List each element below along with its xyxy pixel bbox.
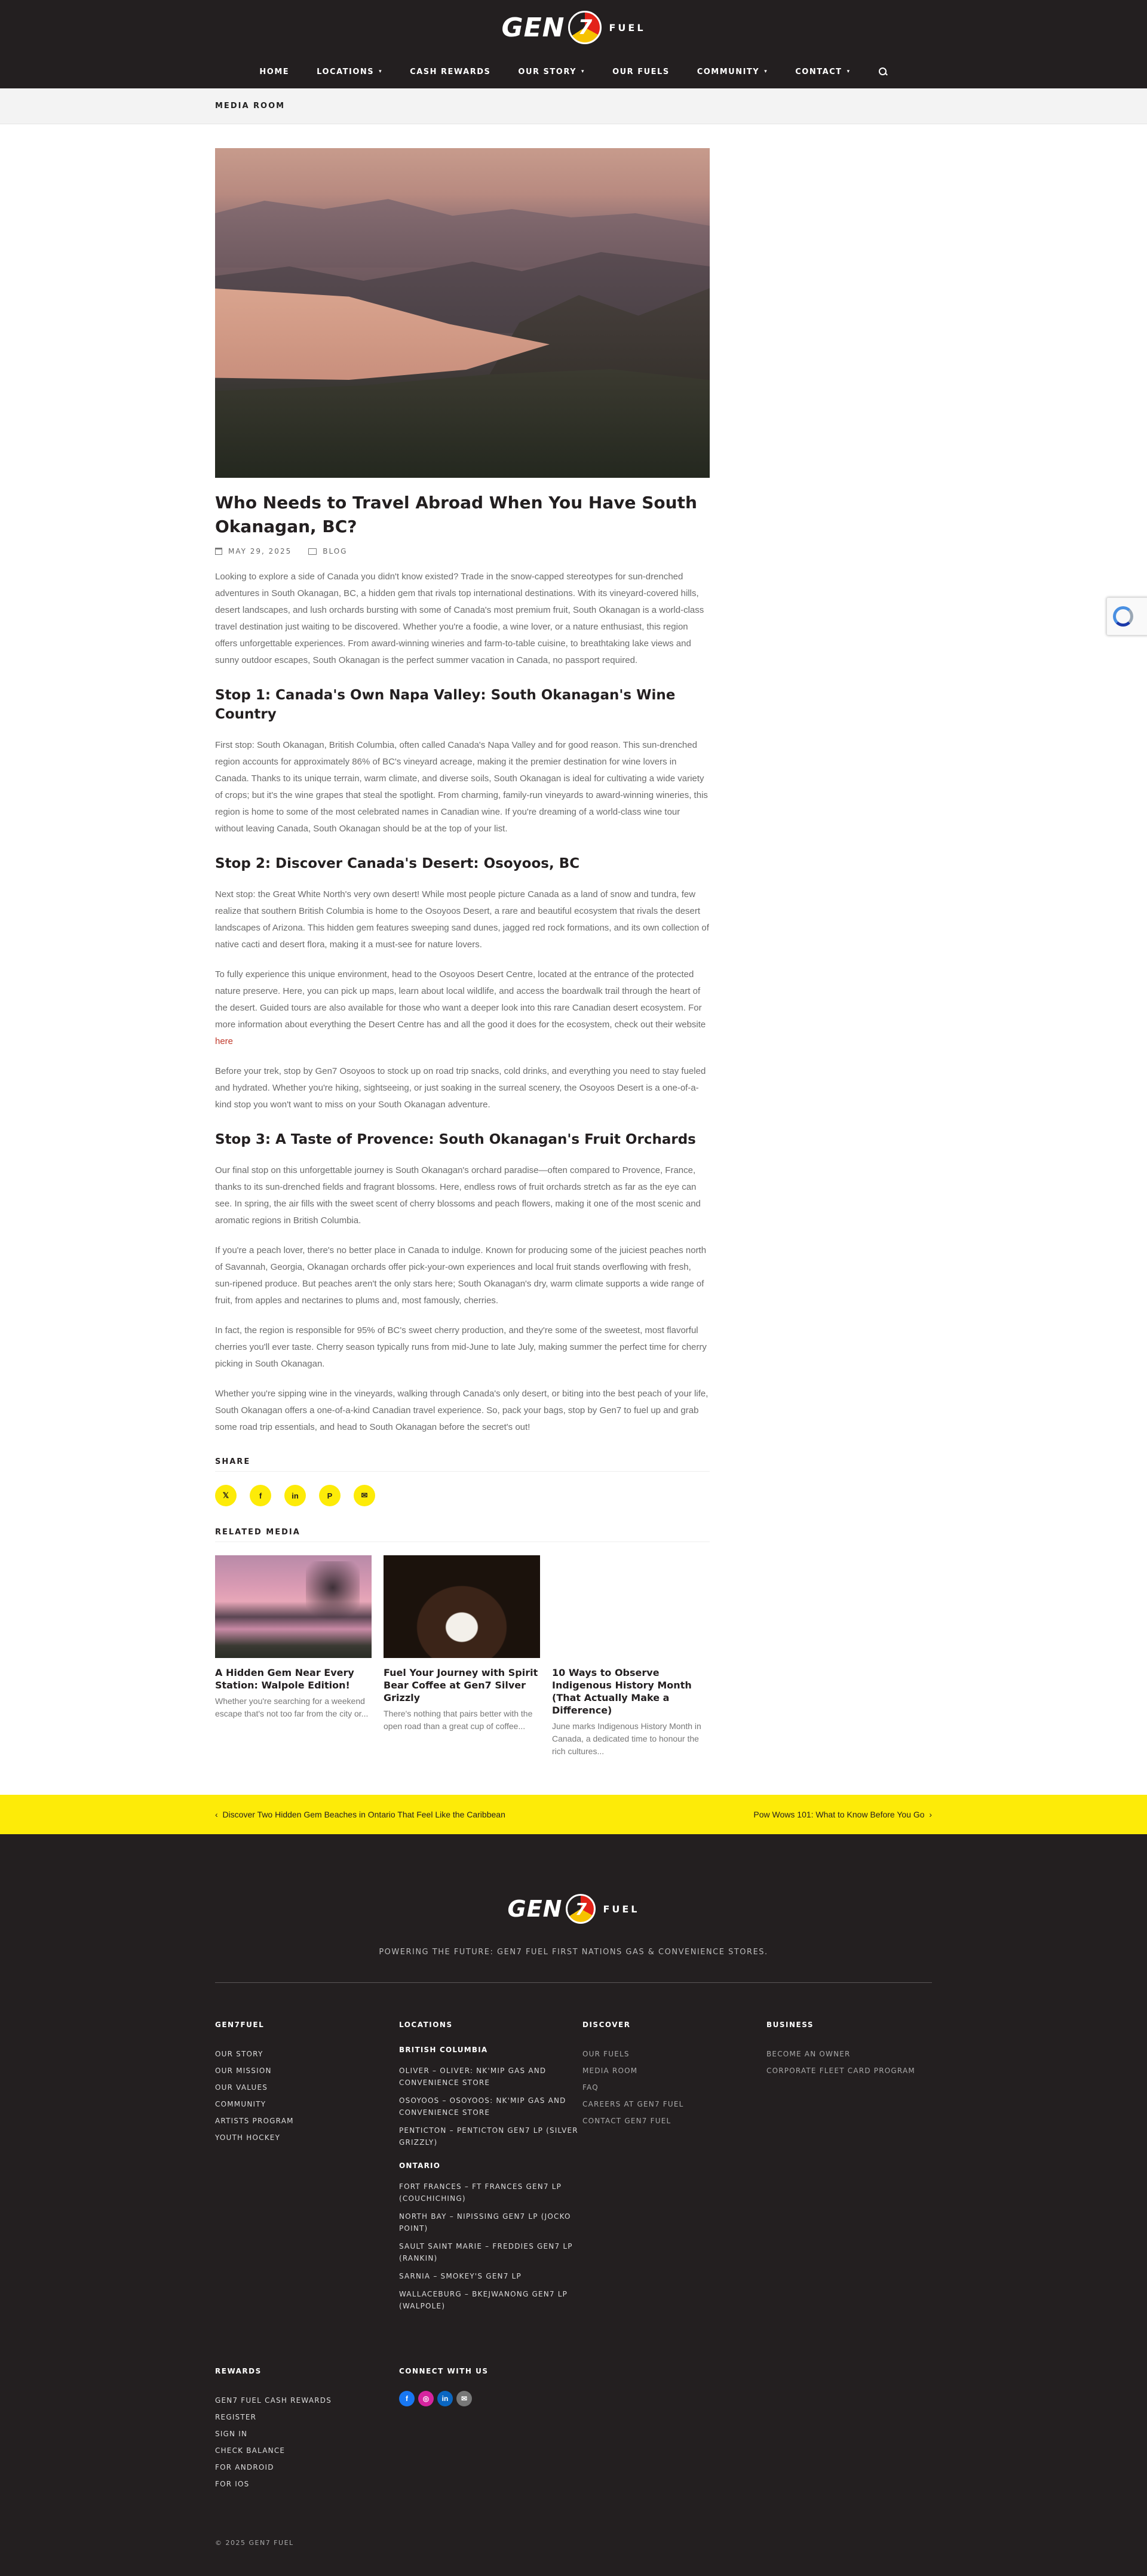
twitter-icon: 𝕏	[222, 1491, 229, 1500]
related-card-title: Fuel Your Journey with Spirit Bear Coffee at Gen7 Silver Grizzly	[384, 1667, 538, 1703]
footer-connect-heading: CONNECT WITH US	[399, 2367, 489, 2375]
related-card-excerpt: Whether you're searching for a weekend escape that's not too far from the city or...	[215, 1696, 369, 1718]
share-buttons	[215, 1485, 710, 1506]
footer-link[interactable]: YOUTH HOCKEY	[215, 2133, 281, 2142]
footer-link[interactable]: FAQ	[582, 2083, 599, 2092]
footer-link[interactable]: CAREERS AT GEN7 FUEL	[582, 2100, 684, 2108]
share-linkedin-icon[interactable]	[284, 1485, 306, 1506]
hero-image	[215, 148, 710, 478]
footer-bc-locations	[399, 2065, 578, 2148]
nav-item-cash-rewards[interactable]	[410, 67, 490, 76]
search-icon[interactable]	[878, 67, 888, 76]
nav-item-our-story[interactable]	[518, 67, 585, 76]
footer-link[interactable]: OUR STORY	[215, 2050, 263, 2058]
step1-heading: Stop 1: Canada's Own Napa Valley: South Okanagan's Wine Country	[215, 687, 676, 722]
article-title: Who Needs to Travel Abroad When You Have South Okanagan, BC?	[215, 493, 697, 536]
footer-link[interactable]: OUR MISSION	[215, 2067, 272, 2075]
footer-logo-seven-icon	[566, 1894, 596, 1924]
logo-seven-icon	[568, 11, 602, 44]
footer-tagline: POWERING THE FUTURE: GEN7 FUEL FIRST NATIONS GAS & CONVENIENCE STORES.	[379, 1948, 768, 1957]
footer-business-heading: BUSINESS	[766, 2021, 814, 2029]
social-facebook-icon[interactable]	[399, 2391, 415, 2406]
footer-divider	[215, 1982, 932, 1983]
chevron-down-icon: ▾	[764, 69, 768, 75]
article-date	[215, 547, 292, 555]
nav-item-label: OUR FUELS	[612, 67, 670, 76]
footer-location-link[interactable]: OLIVER – OLIVER: NK'MIP GAS AND CONVENIENCE STORE	[399, 2067, 547, 2087]
page-section-title: MEDIA ROOM	[215, 102, 286, 110]
footer-col-connect	[399, 2367, 488, 2406]
footer-link[interactable]: CONTACT GEN7 FUEL	[582, 2117, 671, 2125]
chevron-down-icon: ▾	[847, 69, 851, 75]
footer-gen7fuel-links	[215, 2046, 294, 2146]
previous-post-title: Discover Two Hidden Gem Beaches in Ontario That Feel Like the Caribbean	[222, 1810, 505, 1819]
article-outro: Whether you're sipping wine in the vineyards, walking through Canada's only desert, or biting into the best peach of your life, South Okanagan offers a one-of-a-kind Canadian travel experience. So, pack your bags, stop by Gen7 to fuel up and grab some road trip essentials, and head to South Okanagan before the secret's out!	[215, 1389, 709, 1432]
footer-location-link[interactable]: OSOYOOS – OSOYOOS: NK'MIP GAS AND CONVENIENCE STORE	[399, 2096, 566, 2117]
footer-bc-heading: BRITISH COLUMBIA	[399, 2046, 488, 2054]
footer-col-locations	[399, 2021, 578, 2318]
post-navigation	[0, 1795, 1147, 1834]
instagram-icon: ◎	[422, 2394, 430, 2403]
footer-link[interactable]: CORPORATE FLEET CARD PROGRAM	[766, 2067, 915, 2075]
footer-logo[interactable]	[0, 1894, 1147, 1924]
footer-location-link[interactable]: NORTH BAY – NIPISSING GEN7 LP (JOCKO POINT)	[399, 2212, 571, 2233]
step1-paragraph: First stop: South Okanagan, British Columbia, often called Canada's Napa Valley and for good reason. This sun-drenched region accounts for approximately 86% of BC's vineyard acreage, making it the premier destination for wine lovers in Canada. Thanks to its unique terrain, warm climate, and diverse soils, South Okanagan is ideal for cultivating a wide variety of crops; but it's the wine grapes that steal the spotlight. From charming, family-run vineyards to award-winning wineries, this region is home to some of the most celebrated names in Canadian wine. If you're dreaming of a world-class wine tour without leaving Canada, South Okanagan should be at the top of your list.	[215, 740, 708, 834]
related-card-title: A Hidden Gem Near Every Station: Walpole Edition!	[215, 1667, 354, 1691]
nav-item-community[interactable]	[697, 67, 768, 76]
facebook-icon: f	[406, 2394, 408, 2403]
footer-col-business	[766, 2021, 915, 2079]
footer-ontario-locations	[399, 2181, 578, 2312]
social-email-icon[interactable]	[456, 2391, 472, 2406]
footer-link[interactable]: COMMUNITY	[215, 2100, 266, 2108]
linkedin-icon: in	[292, 1491, 299, 1500]
step2-paragraph-1: Next stop: the Great White North's very own desert! While most people picture Canada as a land of snow and tundra, few realize that southern British Columbia is home to the Osoyoos Desert, a rare and beautiful ecosystem that rivals the desert landscapes of Arizona. This hidden gem features sweeping sand dunes, jagged red rock formations, and its own collection of native cacti and desert flora, making it a must-see for nature lovers.	[215, 889, 709, 950]
footer-logo-seven-text: 7	[575, 1899, 587, 1919]
email-icon: ✉	[461, 2394, 468, 2403]
logo-gen-text: GEN	[501, 12, 565, 43]
calendar-icon	[215, 548, 222, 555]
subbar	[0, 88, 1147, 124]
logo-seven-text: 7	[578, 16, 593, 39]
nav-item-label: COMMUNITY	[697, 67, 760, 76]
social-instagram-icon[interactable]	[418, 2391, 434, 2406]
nav-item-label: LOCATIONS	[317, 67, 375, 76]
footer-link[interactable]: REGISTER	[215, 2413, 257, 2421]
footer-location-link[interactable]: WALLACEBURG – BKEJWANONG GEN7 LP (WALPOLE)	[399, 2290, 568, 2310]
footer-col-gen7fuel	[215, 2021, 294, 2146]
step2-paragraph-3: Before your trek, stop by Gen7 Osoyoos to stock up on road trip snacks, cold drinks, and everything you need to stay fueled and hydrated. Whether you're hiking, sightseeing, or just soaking in the surreal scenery, the Osoyoos Desert is a one-of-a-kind stop you won't want to miss on your South Okanagan adventure.	[215, 1066, 706, 1110]
nav-item-locations[interactable]	[317, 67, 382, 76]
related-card-excerpt: June marks Indigenous History Month in Canada, a dedicated time to honour the rich cultures...	[552, 1721, 701, 1756]
recaptcha-badge[interactable]	[1106, 597, 1147, 635]
article-category-text: BLOG	[323, 547, 348, 555]
email-icon: ✉	[361, 1491, 368, 1500]
footer-social-icons	[399, 2391, 488, 2406]
step3-paragraph-3: In fact, the region is responsible for 95% of BC's sweet cherry production, and they're some of the sweetest, most flavorful cherries you'll ever taste. Cherry season typically runs from mid-June to late July, making summer the perfect time for cherry picking in South Okanagan.	[215, 1325, 707, 1369]
step2-paragraph-2	[215, 966, 710, 1050]
chevron-left-icon: ‹	[215, 1810, 223, 1819]
article	[215, 124, 710, 1758]
step3-paragraph-2: If you're a peach lover, there's no better place in Canada to indulge. Known for producing some of the juiciest peaches north of Savannah, Georgia, Okanagan orchards offer pick-your-own experiences and local fruit stands overflowing with fresh, sun-ripened produce. But peaches aren't the only stars here; South Okanagan's dry, warm climate supports a wide range of fruit, from apples and nectarines to plums and, most famously, cherries.	[215, 1245, 707, 1306]
next-post-link[interactable]	[753, 1810, 932, 1819]
related-card-title: 10 Ways to Observe Indigenous History Month (That Actually Make a Difference)	[552, 1667, 692, 1716]
site-footer	[0, 1834, 1147, 2576]
footer-rewards-links	[215, 2392, 332, 2492]
footer-link[interactable]: BECOME AN OWNER	[766, 2050, 851, 2058]
footer-gen7fuel-heading: GEN7FUEL	[215, 2021, 265, 2029]
footer-location-link[interactable]: SAULT SAINT MARIE – FREDDIES GEN7 LP (RANKIN)	[399, 2242, 573, 2262]
site-logo[interactable]	[0, 11, 1147, 44]
related-media-heading: RELATED MEDIA	[215, 1528, 710, 1542]
nav-item-our-fuels[interactable]	[612, 67, 670, 76]
share-twitter-icon[interactable]	[215, 1485, 237, 1506]
share-heading: SHARE	[215, 1457, 710, 1472]
step2-heading: Stop 2: Discover Canada's Desert: Osoyoos, BC	[215, 856, 580, 871]
folder-icon	[308, 548, 317, 555]
footer-discover-heading: DISCOVER	[582, 2021, 631, 2029]
related-card-image	[552, 1555, 709, 1658]
footer-location-link[interactable]: SARNIA – SMOKEY'S GEN7 LP	[399, 2272, 522, 2280]
footer-locations-heading: LOCATIONS	[399, 2021, 453, 2029]
article-date-text: MAY 29, 2025	[228, 547, 292, 555]
copyright: © 2025 GEN7 FUEL	[215, 2539, 294, 2547]
footer-location-link[interactable]: FORT FRANCES – FT FRANCES GEN7 LP (COUCHICHING)	[399, 2182, 562, 2203]
footer-link[interactable]: OUR FUELS	[582, 2050, 630, 2058]
footer-business-links	[766, 2046, 915, 2079]
share-facebook-icon[interactable]	[250, 1485, 271, 1506]
step3-paragraph-1: Our final stop on this unforgettable journey is South Okanagan's orchard paradise—often compared to Provence, France, thanks to its sun-drenched fields and fragrant blossoms. Here, endless rows of fruit orchards stretch as far as the eye can see. In spring, the air fills with the sweet scent of cherry blossoms and peach flowers, making it one of the most scenic and aromatic regions in British Columbia.	[215, 1165, 701, 1226]
footer-logo-gen-text: GEN	[507, 1896, 563, 1922]
nav-item-contact[interactable]	[795, 67, 850, 76]
next-post-title: Pow Wows 101: What to Know Before You Go	[753, 1810, 925, 1819]
related-card[interactable]	[215, 1555, 372, 1758]
footer-link[interactable]: FOR IOS	[215, 2480, 250, 2488]
related-media	[215, 1555, 710, 1758]
footer-link[interactable]: GEN7 FUEL CASH REWARDS	[215, 2396, 332, 2405]
desert-centre-link[interactable]: here	[215, 1036, 234, 1046]
footer-location-link[interactable]: PENTICTON – PENTICTON GEN7 LP (SILVER GRIZZLY)	[399, 2126, 578, 2147]
footer-col-rewards	[215, 2367, 332, 2492]
site-header	[0, 0, 1147, 88]
pinterest-icon: P	[327, 1491, 333, 1500]
linkedin-icon: in	[441, 2394, 449, 2403]
facebook-icon: f	[259, 1491, 262, 1500]
related-card-image	[215, 1555, 372, 1658]
main-nav	[0, 67, 1147, 76]
nav-item-label: HOME	[259, 67, 290, 76]
article-meta	[215, 547, 710, 555]
previous-post-link[interactable]	[215, 1810, 505, 1819]
related-card[interactable]	[384, 1555, 540, 1758]
footer-ontario-heading: ONTARIO	[399, 2161, 441, 2170]
chevron-down-icon: ▾	[581, 69, 585, 75]
footer-link[interactable]: SIGN IN	[215, 2430, 248, 2438]
nav-item-label: CONTACT	[795, 67, 842, 76]
footer-link[interactable]: FOR ANDROID	[215, 2463, 274, 2471]
footer-link[interactable]: MEDIA ROOM	[582, 2067, 638, 2075]
related-card[interactable]	[552, 1555, 709, 1758]
share-pinterest-icon[interactable]	[319, 1485, 341, 1506]
logo-fuel-text: FUEL	[609, 22, 646, 33]
share-email-icon[interactable]	[354, 1485, 375, 1506]
footer-logo-fuel-text: FUEL	[603, 1903, 640, 1915]
footer-discover-links	[582, 2046, 684, 2129]
footer-col-discover	[582, 2021, 684, 2129]
nav-item-label: OUR STORY	[518, 67, 577, 76]
nav-item-home[interactable]	[259, 67, 289, 76]
article-intro: Looking to explore a side of Canada you didn't know existed? Trade in the snow-capped stereotypes for sun-drenched adventures in South Okanagan, BC, a hidden gem that rivals top international destinations. With its vineyard-covered hills, desert landscapes, and lush orchards bursting with some of Canada's most premium fruit, South Okanagan is a world-class travel destination just waiting to be discovered. Whether you're a foodie, a wine lover, or a nature enthusiast, this region offers unforgettable experiences. From award-winning wineries and farm-to-table cuisine, to breathtaking lake views and sunny outdoor escapes, South Okanagan is the perfect summer vacation in Canada, no passport required.	[215, 572, 704, 665]
footer-link[interactable]: CHECK BALANCE	[215, 2446, 286, 2455]
related-card-image	[384, 1555, 540, 1658]
chevron-right-icon: ›	[924, 1810, 932, 1819]
chevron-down-icon: ▾	[379, 69, 383, 75]
step3-heading: Stop 3: A Taste of Provence: South Okanagan's Fruit Orchards	[215, 1132, 696, 1147]
footer-rewards-heading: REWARDS	[215, 2367, 262, 2375]
article-category[interactable]	[308, 547, 347, 555]
footer-link[interactable]: ARTISTS PROGRAM	[215, 2117, 294, 2125]
nav-item-label: CASH REWARDS	[410, 67, 491, 76]
related-card-excerpt: There's nothing that pairs better with the open road than a great cup of coffee...	[384, 1709, 533, 1731]
social-linkedin-icon[interactable]	[437, 2391, 453, 2406]
footer-link[interactable]: OUR VALUES	[215, 2083, 268, 2092]
step2-paragraph-2-text: To fully experience this unique environment, head to the Osoyoos Desert Centre, located at the entrance of the protected nature preserve. Here, you can pick up maps, learn about local wildlife, and access the boardwalk trail through the heart of the desert. Guided tours are also available for those who want a deeper look into this rare Canadian desert ecosystem. For more information about everything the Desert Centre has and all the good it does for the ecosystem, check out their website	[215, 969, 706, 1030]
recaptcha-icon	[1113, 606, 1133, 627]
